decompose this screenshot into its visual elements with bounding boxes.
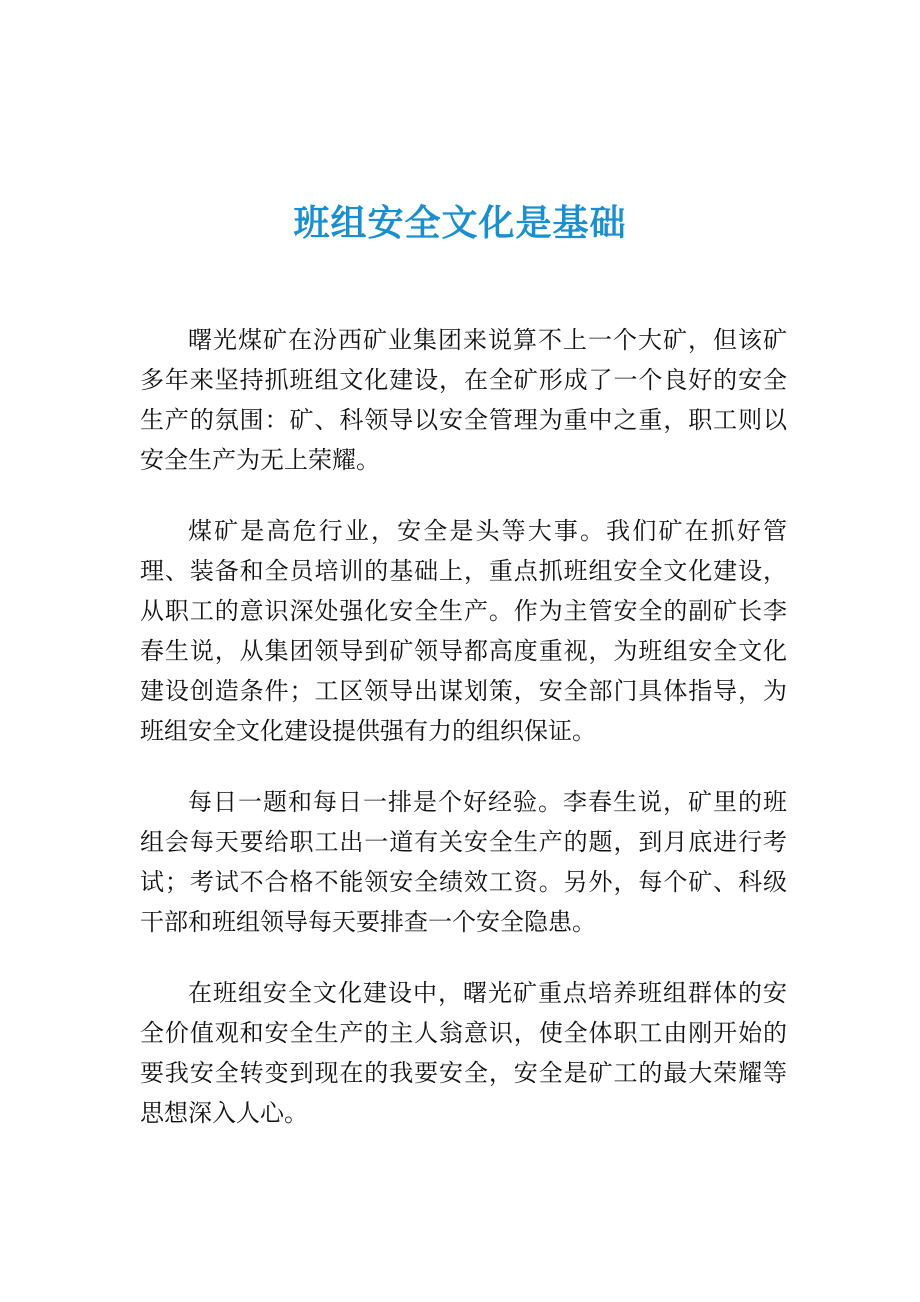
paragraph-4: 在班组安全文化建设中，曙光矿重点培养班组群体的安全价值观和安全生产的主人翁意识，使全体职工由刚开始的要我安全转变到现在的我要安全，安全是矿工的最大荣耀等思想深入人心。 (140, 979, 787, 1127)
paragraph-1: 曙光煤矿在汾西矿业集团来说算不上一个大矿，但该矿多年来坚持抓班组文化建设，在全矿形成了一个良好的安全生产的氛围：矿、科领导以安全管理为重中之重，职工则以安全生产为无上荣耀。 (140, 326, 787, 474)
paragraph-3: 每日一题和每日一排是个好经验。李春生说，矿里的班组会每天要给职工出一道有关安全生产的题，到月底进行考试；考试不合格不能领安全绩效工资。另外，每个矿、科级干部和班组领导每天要排查一个安全隐患。 (140, 788, 787, 936)
document-title: 班组安全文化是基础 (293, 203, 627, 244)
document-body (140, 320, 787, 1164)
paragraph-2: 煤矿是高危行业，安全是头等大事。我们矿在抓好管理、装备和全员培训的基础上，重点抓班组安全文化建设，从职工的意识深处强化安全生产。作为主管安全的副矿长李春生说，从集团领导到矿领导都高度重视，为班组安全文化建设创造条件；工区领导出谋划策，安全部门具体指导，为班组安全文化建设提供强有力的组织保证。 (140, 517, 787, 745)
